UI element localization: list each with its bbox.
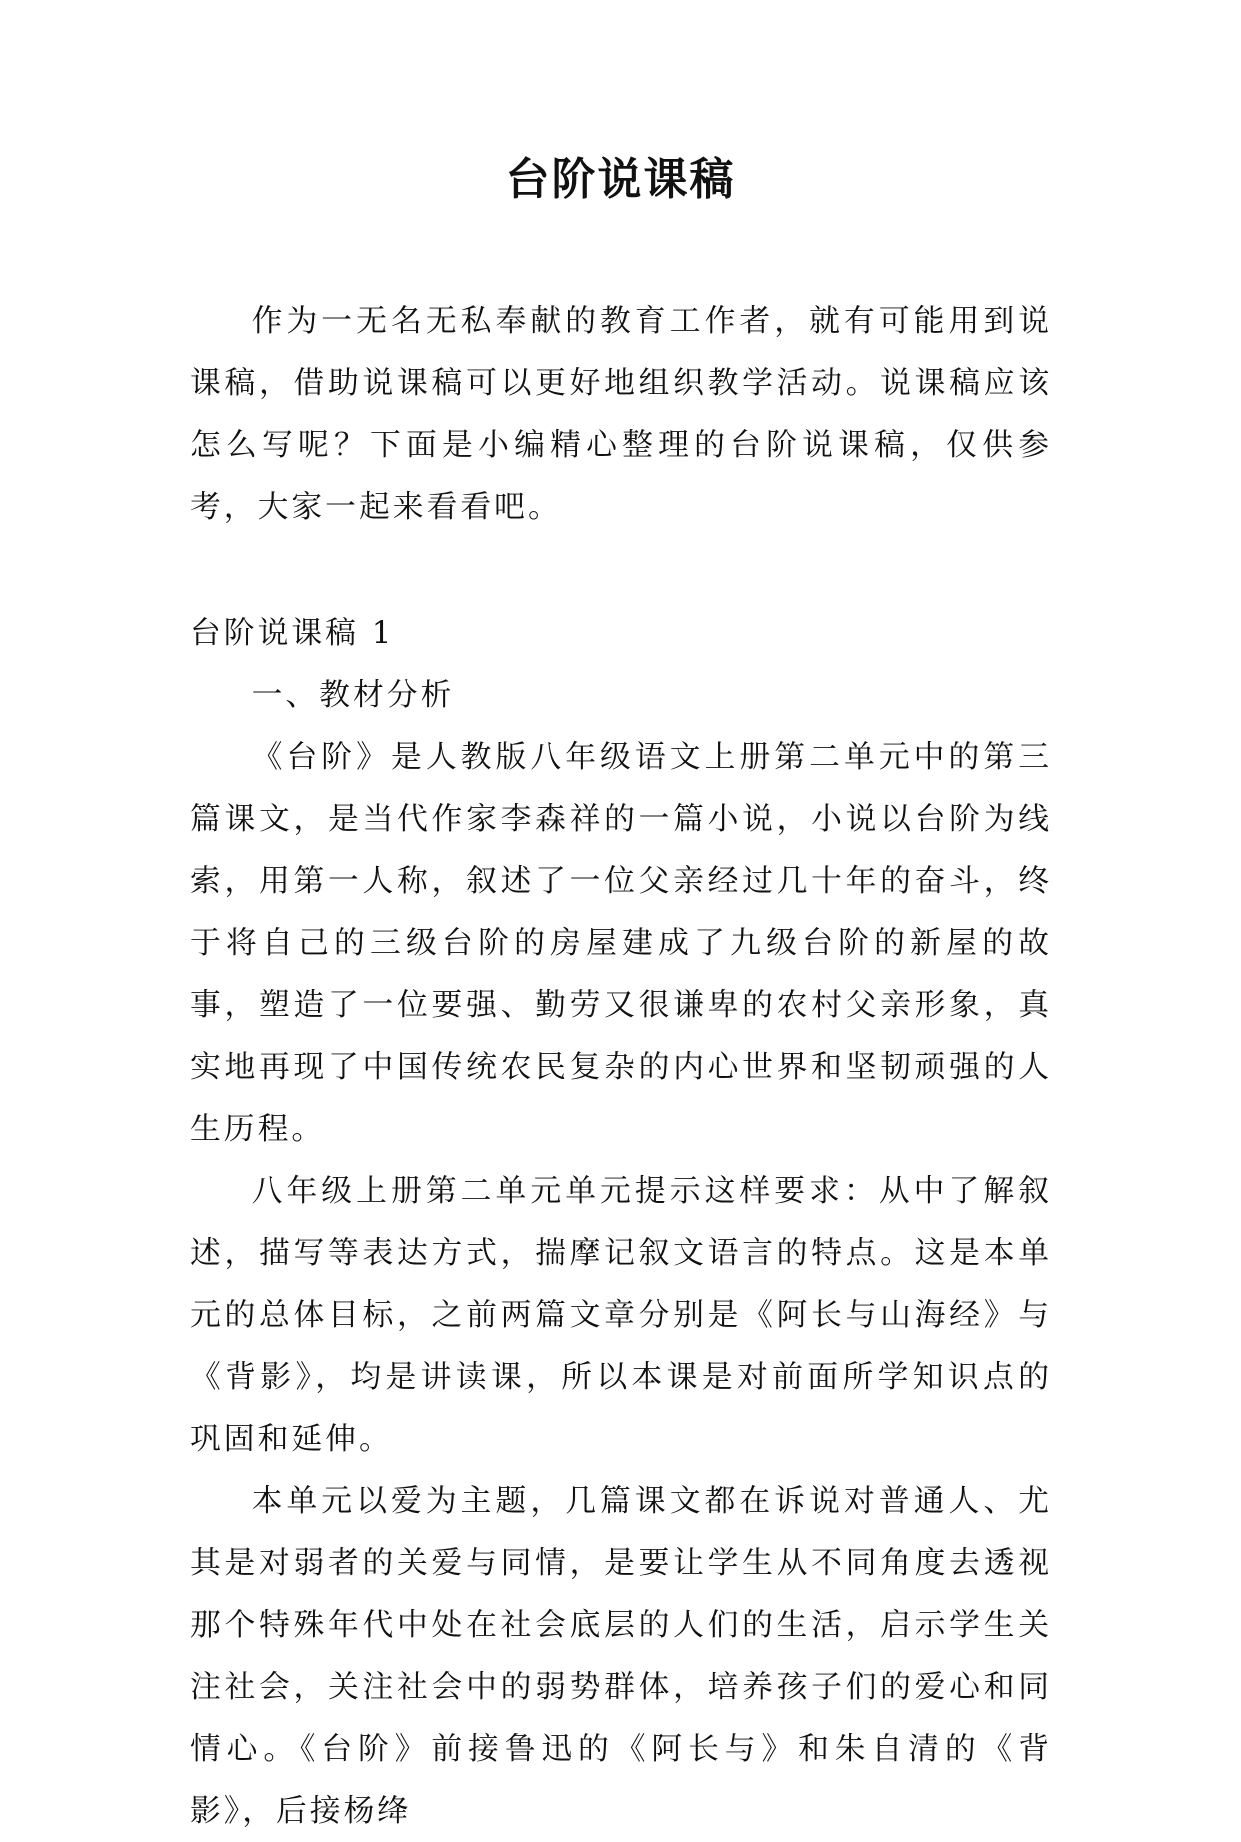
body-paragraph: 《台阶》是人教版八年级语文上册第二单元中的第三篇课文，是当代作家李森祥的一篇小说，小说以台阶为线索，用第一人称，叙述了一位父亲经过几十年的奋斗，终于将自己的三级台阶的房屋建成了九级台阶的新屋的故事，塑造了一位要强、勤劳又很谦卑的农村父亲形象，真实地再现了中国传统农民复杂的内心世界和坚韧顽强的人生历程。 (190, 739, 1052, 1147)
section-title: 台阶说课稿 1 (190, 615, 395, 651)
intro-paragraph: 作为一无名无私奉献的教育工作者，就有可能用到说课稿，借助说课稿可以更好地组织教学活动。说课稿应该怎么写呢？下面是小编精心整理的台阶说课稿，仅供参考，大家一起来看看吧。 (190, 303, 1052, 525)
document-body (190, 290, 1052, 1842)
body-paragraph: 本单元以爱为主题，几篇课文都在诉说对普通人、尤其是对弱者的关爱与同情，是要让学生从不同角度去透视那个特殊年代中处在社会底层的人们的生活，启示学生关注社会，关注社会中的弱势群体，培养孩子们的爱心和同情心。《台阶》前接鲁迅的《阿长与》和朱自清的《背影》，后接杨绛 (190, 1483, 1052, 1829)
body-paragraph: 八年级上册第二单元单元提示这样要求：从中了解叙述，描写等表达方式，揣摩记叙文语言的特点。这是本单元的总体目标，之前两篇文章分别是《阿长与山海经》与《背影》，均是讲读课，所以本课是对前面所学知识点的巩固和延伸。 (190, 1173, 1052, 1457)
section-heading: 一、教材分析 (251, 677, 455, 713)
document-title: 台阶说课稿 (505, 154, 736, 205)
